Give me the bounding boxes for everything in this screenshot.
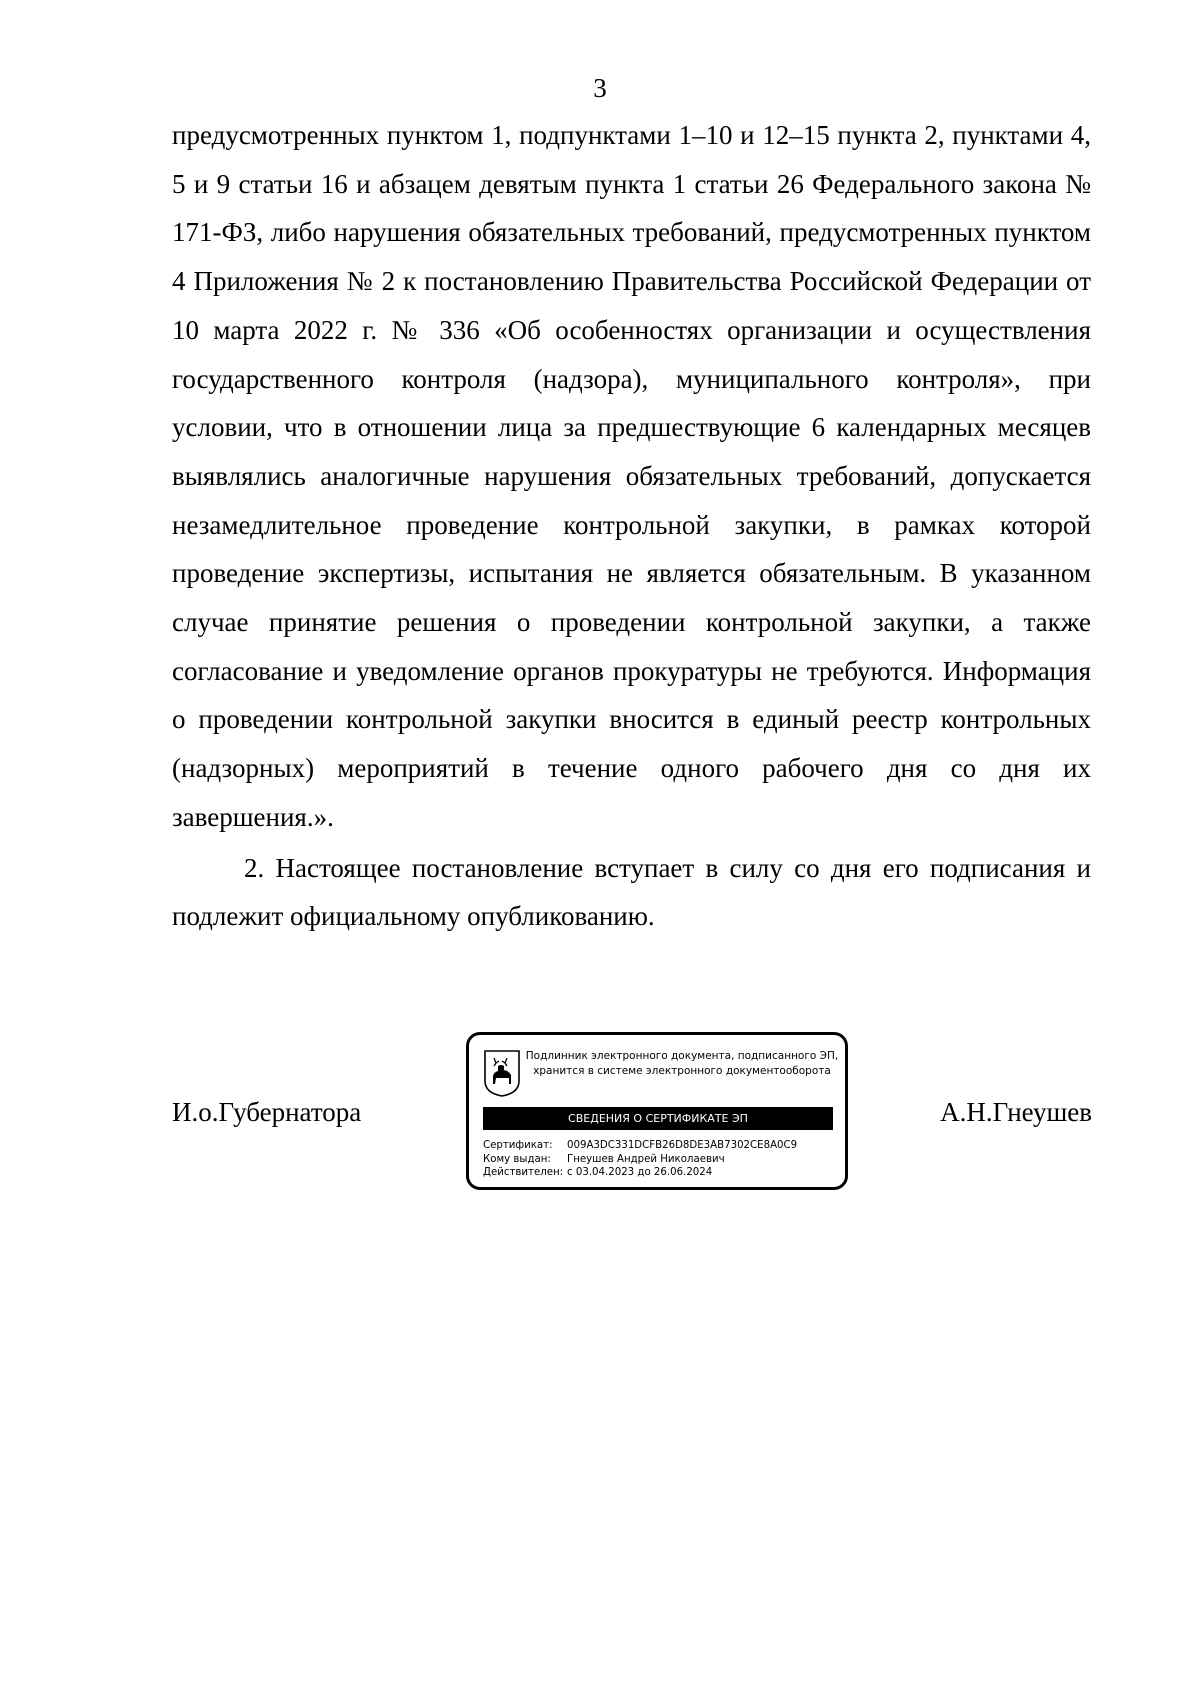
validity-label: Действителен: [483, 1167, 564, 1178]
signatory-role: И.о.Губернатора [172, 1097, 362, 1127]
page-number: 3 [593, 73, 607, 103]
signatory-name: А.Н.Гнеушев [940, 1097, 1092, 1127]
paragraph-effective-date: 2. Настоящее постановление вступает в силу со дня его подписания и подлежит официальному опубликованию. [172, 852, 1091, 932]
stamp-header [525, 1049, 839, 1079]
issued-to-row [483, 1153, 797, 1167]
stamp-header-line-1: Подлинник электронного документа, подписанного ЭП, [525, 1050, 839, 1062]
certificate-row [483, 1139, 797, 1153]
electronic-signature-stamp [466, 1032, 848, 1190]
certificate-value: 009A3DC331DCFB26D8DE3AB7302CE8A0C9 [567, 1140, 798, 1151]
signature-block [0, 1032, 1200, 1192]
validity-value: с 03.04.2023 до 26.06.2024 [567, 1167, 713, 1178]
stamp-certificate-title: СВЕДЕНИЯ О СЕРТИФИКАТЕ ЭП [483, 1107, 833, 1130]
paragraph-continuation: предусмотренных пунктом 1, подпунктами 1–10 и 12–15 пункта 2, пунктами 4, 5 и 9 статьи 16 и абзацем девятым пункта 1 статьи 26 Федерального закона № 171-ФЗ, либо нарушения обязательных требований, предусмотренных пунктом 4 Приложения № 2 к постановлению Правительства Российской Федерации от 10 марта 2022 г. № 336 «Об особенностях организации и осуществления государственного контроля (надзора), муниципального контроля», при условии, что в отношении лица за предшествующие 6 календарных месяцев выявлялись аналогичные нарушения обязательных требований, допускается незамедлительное проведение контрольной закупки, в рамках которой проведение экспертизы, испытания не является обязательным. В указанном случае принятие решения о проведении контрольной закупки, а также согласование и уведомление органов прокуратуры не требуются. Информация о проведении контрольной закупки вносится в единый реестр контрольных (надзорных) мероприятий в течение одного рабочего дня со дня их завершения.». [172, 120, 1091, 832]
validity-row [483, 1166, 797, 1180]
nizhny-novgorod-deer-emblem-icon [483, 1049, 521, 1097]
issued-to-label: Кому выдан: [483, 1153, 551, 1165]
document-body [172, 111, 1091, 941]
stamp-certificate-details [483, 1139, 797, 1180]
issued-to-value: Гнеушев Андрей Николаевич [567, 1153, 725, 1165]
stamp-header-line-2: хранится в системе электронного документооборота [533, 1065, 831, 1077]
certificate-label: Сертификат: [483, 1140, 553, 1151]
